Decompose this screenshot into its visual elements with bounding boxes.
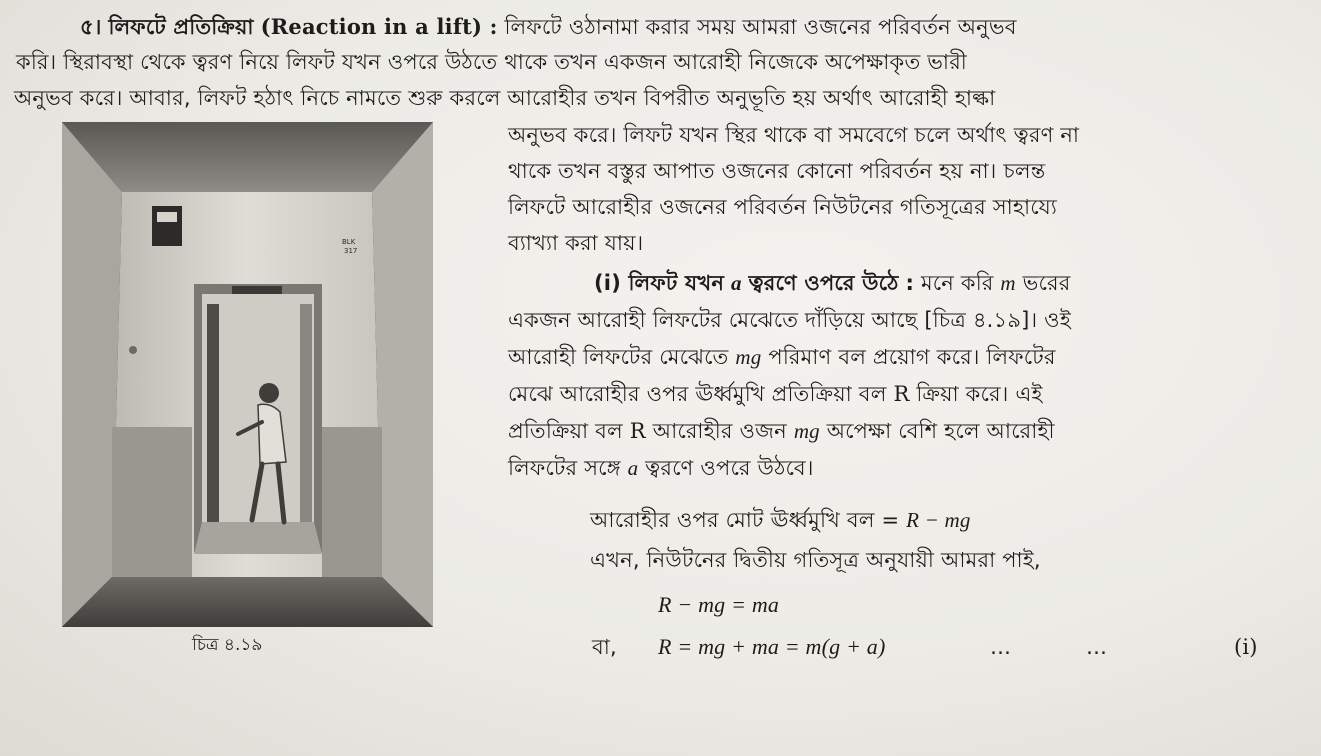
net-force-line	[590, 505, 971, 535]
subsection-text: আরোহী লিফটের মেঝেতে	[508, 345, 729, 369]
equation-2: R = mg + ma = m(g + a)	[658, 634, 886, 659]
subsection-text: অপেক্ষা বেশি হলে আরোহী	[826, 419, 1055, 443]
section-text-line-1: লিফটে ওঠানামা করার সময় আমরা ওজনের পরিবর্তন অনুভব	[504, 15, 1017, 39]
subsection-line-4	[508, 379, 1043, 409]
net-force-expression: R − mg	[906, 508, 971, 532]
subsection-line-5	[508, 416, 1055, 446]
net-force-label: আরোহীর ওপর মোট ঊর্ধ্বমুখি বল =	[590, 508, 900, 532]
section-heading-line	[80, 12, 1017, 42]
svg-text:BLK: BLK	[342, 238, 356, 246]
math-var-R: R	[629, 419, 646, 443]
math-var-mg: mg	[735, 345, 762, 369]
svg-text:317: 317	[344, 247, 358, 255]
newton-second-law-line: এখন, নিউটনের দ্বিতীয় গতিসূত্র অনুযায়ী আমরা পাই,	[590, 548, 1041, 572]
math-var-mg: mg	[793, 419, 820, 443]
lift-figure	[62, 122, 433, 627]
subsection-line-2: একজন আরোহী লিফটের মেঝেতে দাঁড়িয়ে আছে [চিত্র ৪.১৯]। ওই	[508, 308, 1071, 332]
or-label: বা,	[592, 635, 617, 659]
subsection-label: (i) লিফট যখন	[594, 271, 725, 295]
section-text-line-3: অনুভব করে। আবার, লিফট হঠাৎ নিচে নামতে শুরু করলে আরোহীর তখন বিপরীত অনুভূতি হয় অর্থাৎ আরোহী হাল্কা	[14, 86, 996, 110]
subsection-label-end: ত্বরণে ওপরে উঠে	[748, 271, 899, 295]
section-number: ৫।	[80, 15, 102, 39]
subsection-text: পরিমাণ বল প্রয়োগ করে। লিফটের	[768, 345, 1056, 369]
section-title-en: (Reaction in a lift) :	[260, 14, 498, 39]
subsection-text: ত্বরণে ওপরে উঠবে।	[645, 456, 814, 480]
subsection-line-6	[508, 453, 814, 483]
subsection-label-var: a	[730, 271, 742, 295]
equation-dots-1: …	[990, 635, 1012, 659]
subsection-line-3	[508, 342, 1056, 372]
subsection-text: মনে করি	[920, 271, 994, 295]
section-text-line-6: লিফটে আরোহীর ওজনের পরিবর্তন নিউটনের গতিসূত্রের সাহায্যে	[508, 195, 1058, 219]
subsection-text: প্রতিক্রিয়া বল	[508, 419, 623, 443]
figure-caption: চিত্র ৪.১৯	[192, 635, 263, 655]
subsection-text: আরোহীর ওজন	[652, 419, 787, 443]
subsection-colon: :	[905, 271, 915, 295]
section-text-line-4: অনুভব করে। লিফট যখন স্থির থাকে বা সমবেগে চলে অর্থাৎ ত্বরণ না	[508, 123, 1080, 147]
subsection-text: ভরের	[1022, 271, 1071, 295]
subsection-text: ক্রিয়া করে। এই	[916, 382, 1043, 406]
equation-dots-2: …	[1086, 635, 1108, 659]
subsection-line-1	[594, 268, 1070, 298]
lift-photo	[62, 122, 433, 627]
equation-number: (i)	[1234, 635, 1258, 659]
section-text-line-2: করি। স্থিরাবস্থা থেকে ত্বরণ নিয়ে লিফট যখন ওপরে উঠতে থাকে তখন একজন আরোহী নিজেকে অপেক্ষাকৃত ভারী	[16, 50, 967, 74]
section-title-bn: লিফটে প্রতিক্রিয়া	[108, 15, 254, 39]
equation-1: R − mg = ma	[658, 592, 780, 617]
math-var-R: R	[893, 382, 910, 406]
subsection-text: মেঝে আরোহীর ওপর ঊর্ধ্বমুখি প্রতিক্রিয়া বল	[508, 382, 887, 406]
math-var-a: a	[627, 456, 639, 480]
section-text-line-5: থাকে তখন বস্তুর আপাত ওজনের কোনো পরিবর্তন হয় না। চলন্ত	[508, 159, 1046, 183]
math-var-m: m	[1000, 271, 1016, 295]
section-text-line-7: ব্যাখ্যা করা যায়।	[508, 231, 644, 255]
subsection-text: লিফটের সঙ্গে	[508, 456, 621, 480]
